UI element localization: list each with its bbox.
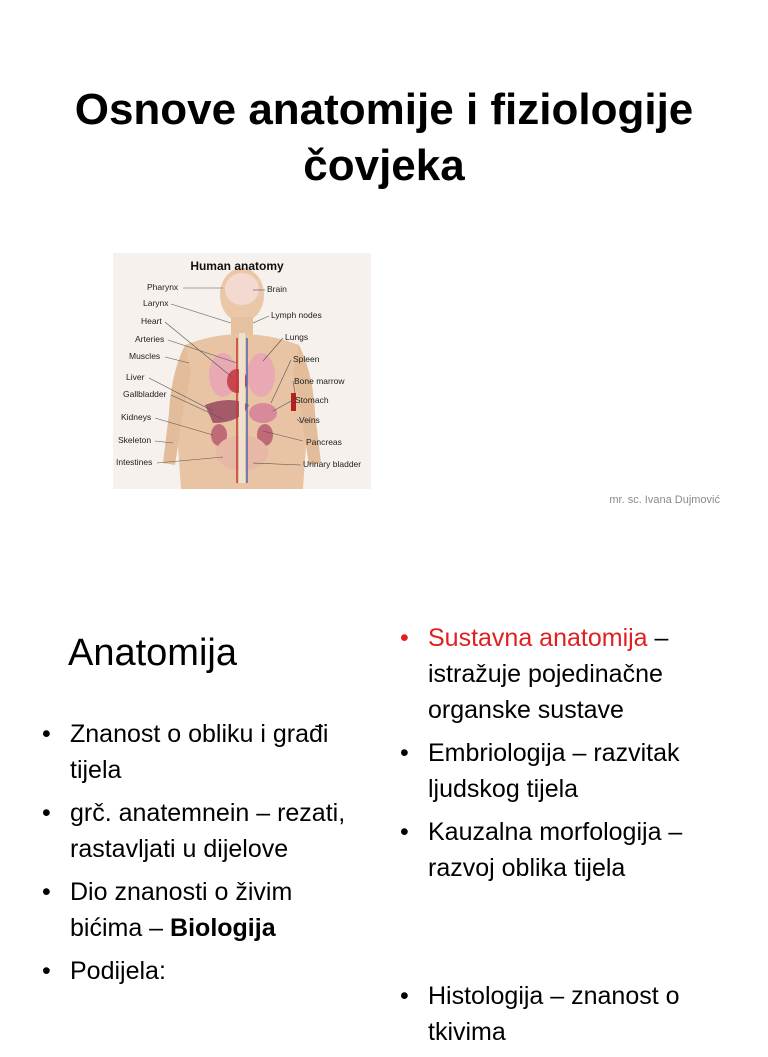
list-item: • Kauzalna morfologija – razvoj oblika tijela: [398, 814, 738, 886]
label-stomach: Stomach: [295, 395, 329, 405]
list-item: • Embriologija – razvitak ljudskog tijela: [398, 735, 738, 807]
label-lungs: Lungs: [285, 332, 309, 342]
highlight-term: Sustavna anatomija: [428, 624, 648, 652]
label-kidneys: Kidneys: [121, 412, 152, 422]
label-skeleton: Skeleton: [118, 435, 152, 445]
right-bullet-list: [398, 620, 738, 893]
list-item: • grč. anatemnein – rezati, rastavljati u dijelove: [40, 795, 370, 867]
label-lymph-nodes: Lymph nodes: [271, 310, 322, 320]
label-urinary-bladder: Urinary bladder: [303, 459, 362, 469]
label-heart: Heart: [141, 316, 162, 326]
label-bone-marrow: Bone marrow: [294, 376, 345, 386]
label-pharynx: Pharynx: [147, 282, 179, 292]
list-item: • Podijela:: [40, 953, 370, 989]
title-line-1: Osnove anatomije i fiziologije: [74, 85, 694, 134]
figure-title: Human anatomy: [190, 259, 284, 273]
label-veins: Veins: [299, 415, 320, 425]
human-anatomy-figure: [113, 253, 371, 489]
left-bullet-list: [40, 716, 370, 996]
anatomy-illustration: [113, 253, 371, 489]
right-bullet-list-lower: [398, 978, 738, 1057]
list-item: • Znanost o obliku i građi tijela: [40, 716, 370, 788]
author-credit: mr. sc. Ivana Dujmović: [609, 494, 720, 506]
list-item: • Dio znanosti o živim bićima – Biologija: [40, 874, 370, 946]
slide-heading: Anatomija: [68, 632, 237, 674]
label-liver: Liver: [126, 372, 145, 382]
label-gallbladder: Gallbladder: [123, 389, 167, 399]
label-spleen: Spleen: [293, 354, 320, 364]
bold-term: Biologija: [170, 914, 276, 942]
label-brain: Brain: [267, 284, 287, 294]
title-line-2: čovjeka: [303, 141, 465, 190]
slide-title: [40, 82, 728, 194]
label-pancreas: Pancreas: [306, 437, 342, 447]
list-item: • Histologija – znanost o tkivima: [398, 978, 738, 1050]
label-arteries: Arteries: [135, 334, 165, 344]
label-muscles: Muscles: [129, 351, 161, 361]
list-item: • Sustavna anatomija – istražuje pojedinačne organske sustave: [398, 620, 738, 728]
label-larynx: Larynx: [143, 298, 169, 308]
label-intestines: Intestines: [116, 457, 153, 467]
